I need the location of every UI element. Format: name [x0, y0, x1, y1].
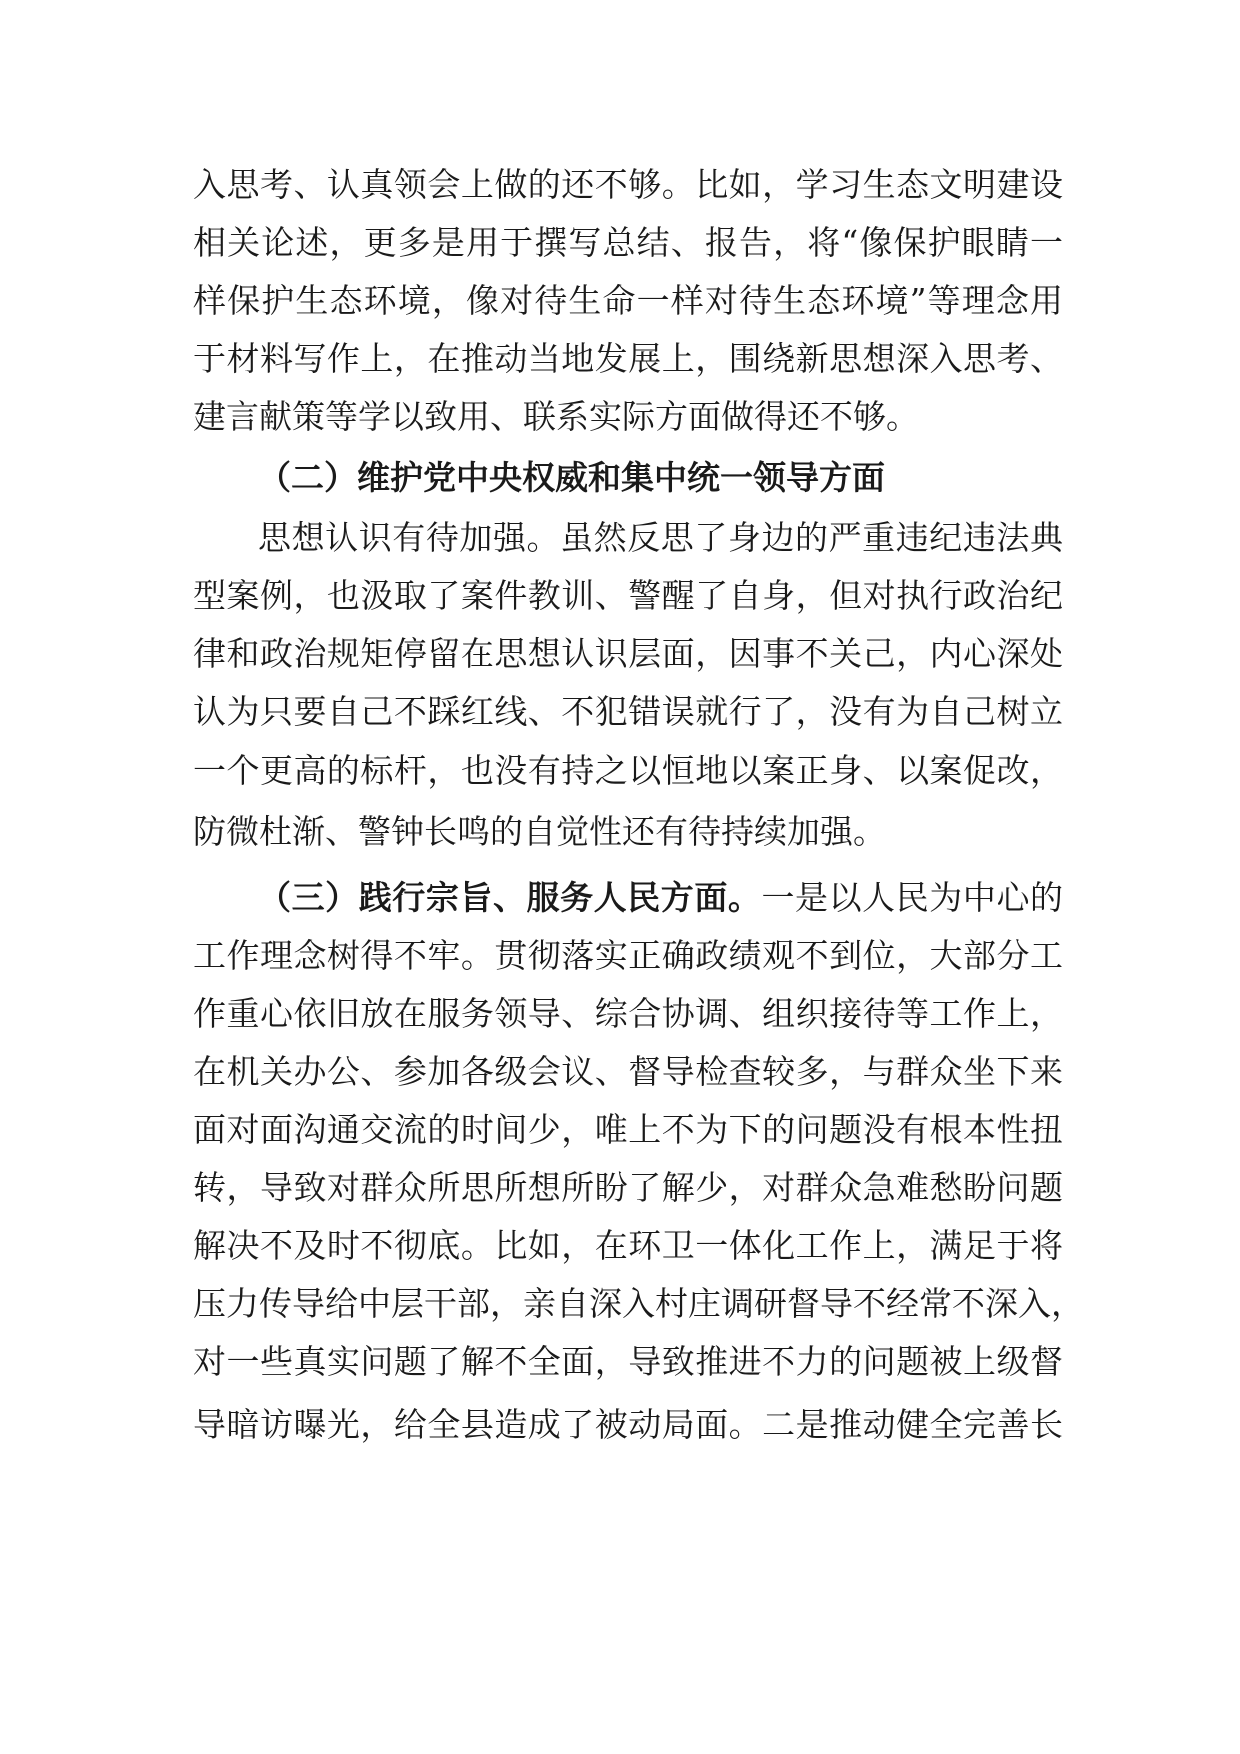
paragraph-line: 律和政治规矩停留在思想认识层面，因事不关己，内心深处	[193, 634, 1063, 673]
paragraph-line: 相关论述，更多是用于撰写总结、报告，将“像保护眼睛一	[193, 223, 1063, 262]
heading-tail-text: 一是以人民为中心的	[761, 878, 1064, 917]
paragraph-line: 面对面沟通交流的时间少，唯上不为下的问题没有根本性扭	[193, 1110, 1063, 1149]
paragraph-line: 认为只要自己不踩红线、不犯错误就行了，没有为自己树立	[193, 692, 1063, 731]
paragraph-line: 在机关办公、参加各级会议、督导检查较多，与群众坐下来	[193, 1052, 1063, 1091]
paragraph-line: 压力传导给中层干部，亲自深入村庄调研督导不经常不深入，	[193, 1284, 1084, 1323]
section-heading-line	[258, 878, 1063, 918]
paragraph-line: 对一些真实问题了解不全面，导致推进不力的问题被上级督	[193, 1342, 1063, 1381]
section-heading: （三）践行宗旨、服务人民方面。	[258, 878, 762, 917]
paragraph-line: 样保护生态环境，像对待生命一样对待生态环境”等理念用	[193, 281, 1063, 320]
paragraph-line: 建言献策等学以致用、联系实际方面做得还不够。	[193, 397, 919, 436]
paragraph-line: 防微杜渐、警钟长鸣的自觉性还有待持续加强。	[193, 812, 886, 851]
paragraph-line: 型案例，也汲取了案件教训、警醒了自身，但对执行政治纪	[193, 576, 1063, 615]
section-heading: （二）维护党中央权威和集中统一领导方面	[258, 458, 885, 497]
paragraph-line: 作重心依旧放在服务领导、综合协调、组织接待等工作上，	[193, 994, 1063, 1033]
paragraph-line: 思想认识有待加强。虽然反思了身边的严重违纪违法典	[258, 518, 1063, 557]
paragraph-line: 工作理念树得不牢。贯彻落实正确政绩观不到位，大部分工	[193, 936, 1063, 975]
paragraph-line: 导暗访曝光，给全县造成了被动局面。二是推动健全完善长	[193, 1405, 1063, 1444]
paragraph-line: 转，导致对群众所思所想所盼了解少，对群众急难愁盼问题	[193, 1168, 1063, 1207]
paragraph-line: 于材料写作上，在推动当地发展上，围绕新思想深入思考、	[193, 339, 1063, 378]
paragraph-line: 入思考、认真领会上做的还不够。比如，学习生态文明建设	[193, 165, 1063, 204]
paragraph-line: 解决不及时不彻底。比如，在环卫一体化工作上，满足于将	[193, 1226, 1063, 1265]
paragraph-line: 一个更高的标杆，也没有持之以恒地以案正身、以案促改，	[193, 751, 1063, 790]
